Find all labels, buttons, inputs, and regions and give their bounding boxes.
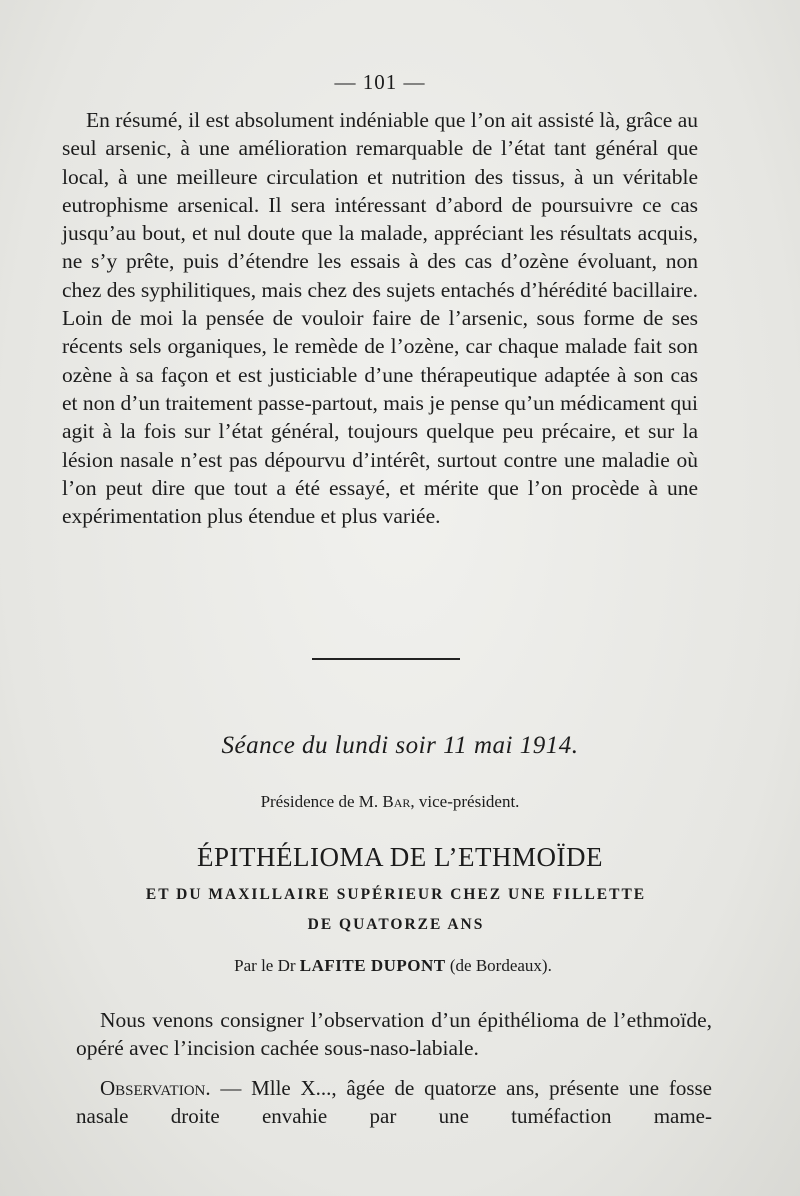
president-name: Bar [382,792,411,811]
author-name: LAFITE DUPONT [299,956,446,975]
page-number: — 101 — [334,70,426,94]
intro-paragraph: Nous venons consigner l’observation d’un épithélioma de l’ethmoïde, opéré avec l’incision cachée sous-naso-labiale. [76,1008,712,1061]
article-subtitle-line-1: ET DU MAXILLAIRE SUPÉRIEUR CHEZ UNE FILLETTE [145,886,647,903]
observation-paragraph [76,1074,712,1131]
closing-paragraph: En résumé, il est absolument indéniable que l’on ait assisté là, grâce au seul arsenic, à une amélioration remarquable de l’état tant général que local, à une meilleure circulation et nutrition des tissus, à un véritable eutrophisme arsenical. Il sera intéressant d’abord de poursuivre ce cas jusqu’au bout, et nul doute que la malade, appréciant les résultats acquis, ne s’y prête, puis d’étendre les essais à des cas d’ozène évoluant, non chez des syphilitiques, mais chez des sujets entachés d’hérédité bacillaire. Loin de moi la pensée de vouloir faire de l’arsenic, sous forme de ses récents sels organiques, le remède de l’ozène, car chaque malade fait son ozène à sa façon et est justiciable d’une thérapeutique adaptée à son cas et non d’un traitement passe-partout, mais je pense qu’un médicament qui agit à la fois sur l’état général, toujours quelque peu précaire, et sur la lésion nasale n’est pas dépourvu d’intérêt, surtout contre une maladie où l’on peut dire que tout a été essayé, et mérite que l’on procède à une expérimentation plus étendue et plus variée. [62,108,698,529]
observation-label: Observation. [100,1076,211,1100]
presidence-suffix: , vice-président. [410,792,520,811]
section-divider [312,658,460,660]
article-subtitle-line-2: DE QUATORZE ANS [307,916,485,933]
observation-text: — Mlle X..., âgée de quatorze ans, présente une fosse nasale droite envahie par une tuméfaction mame- [76,1076,712,1129]
presidence-prefix: Présidence de M. [260,792,383,811]
author-line [0,956,786,976]
article-title: ÉPITHÉLIOMA DE L’ETHMOÏDE [197,842,603,872]
author-affiliation: (de Bordeaux). [445,956,552,975]
author-prefix: Par le Dr [234,956,300,975]
presidence-line [0,792,780,812]
session-heading: Séance du lundi soir 11 mai 1914. [221,732,579,759]
